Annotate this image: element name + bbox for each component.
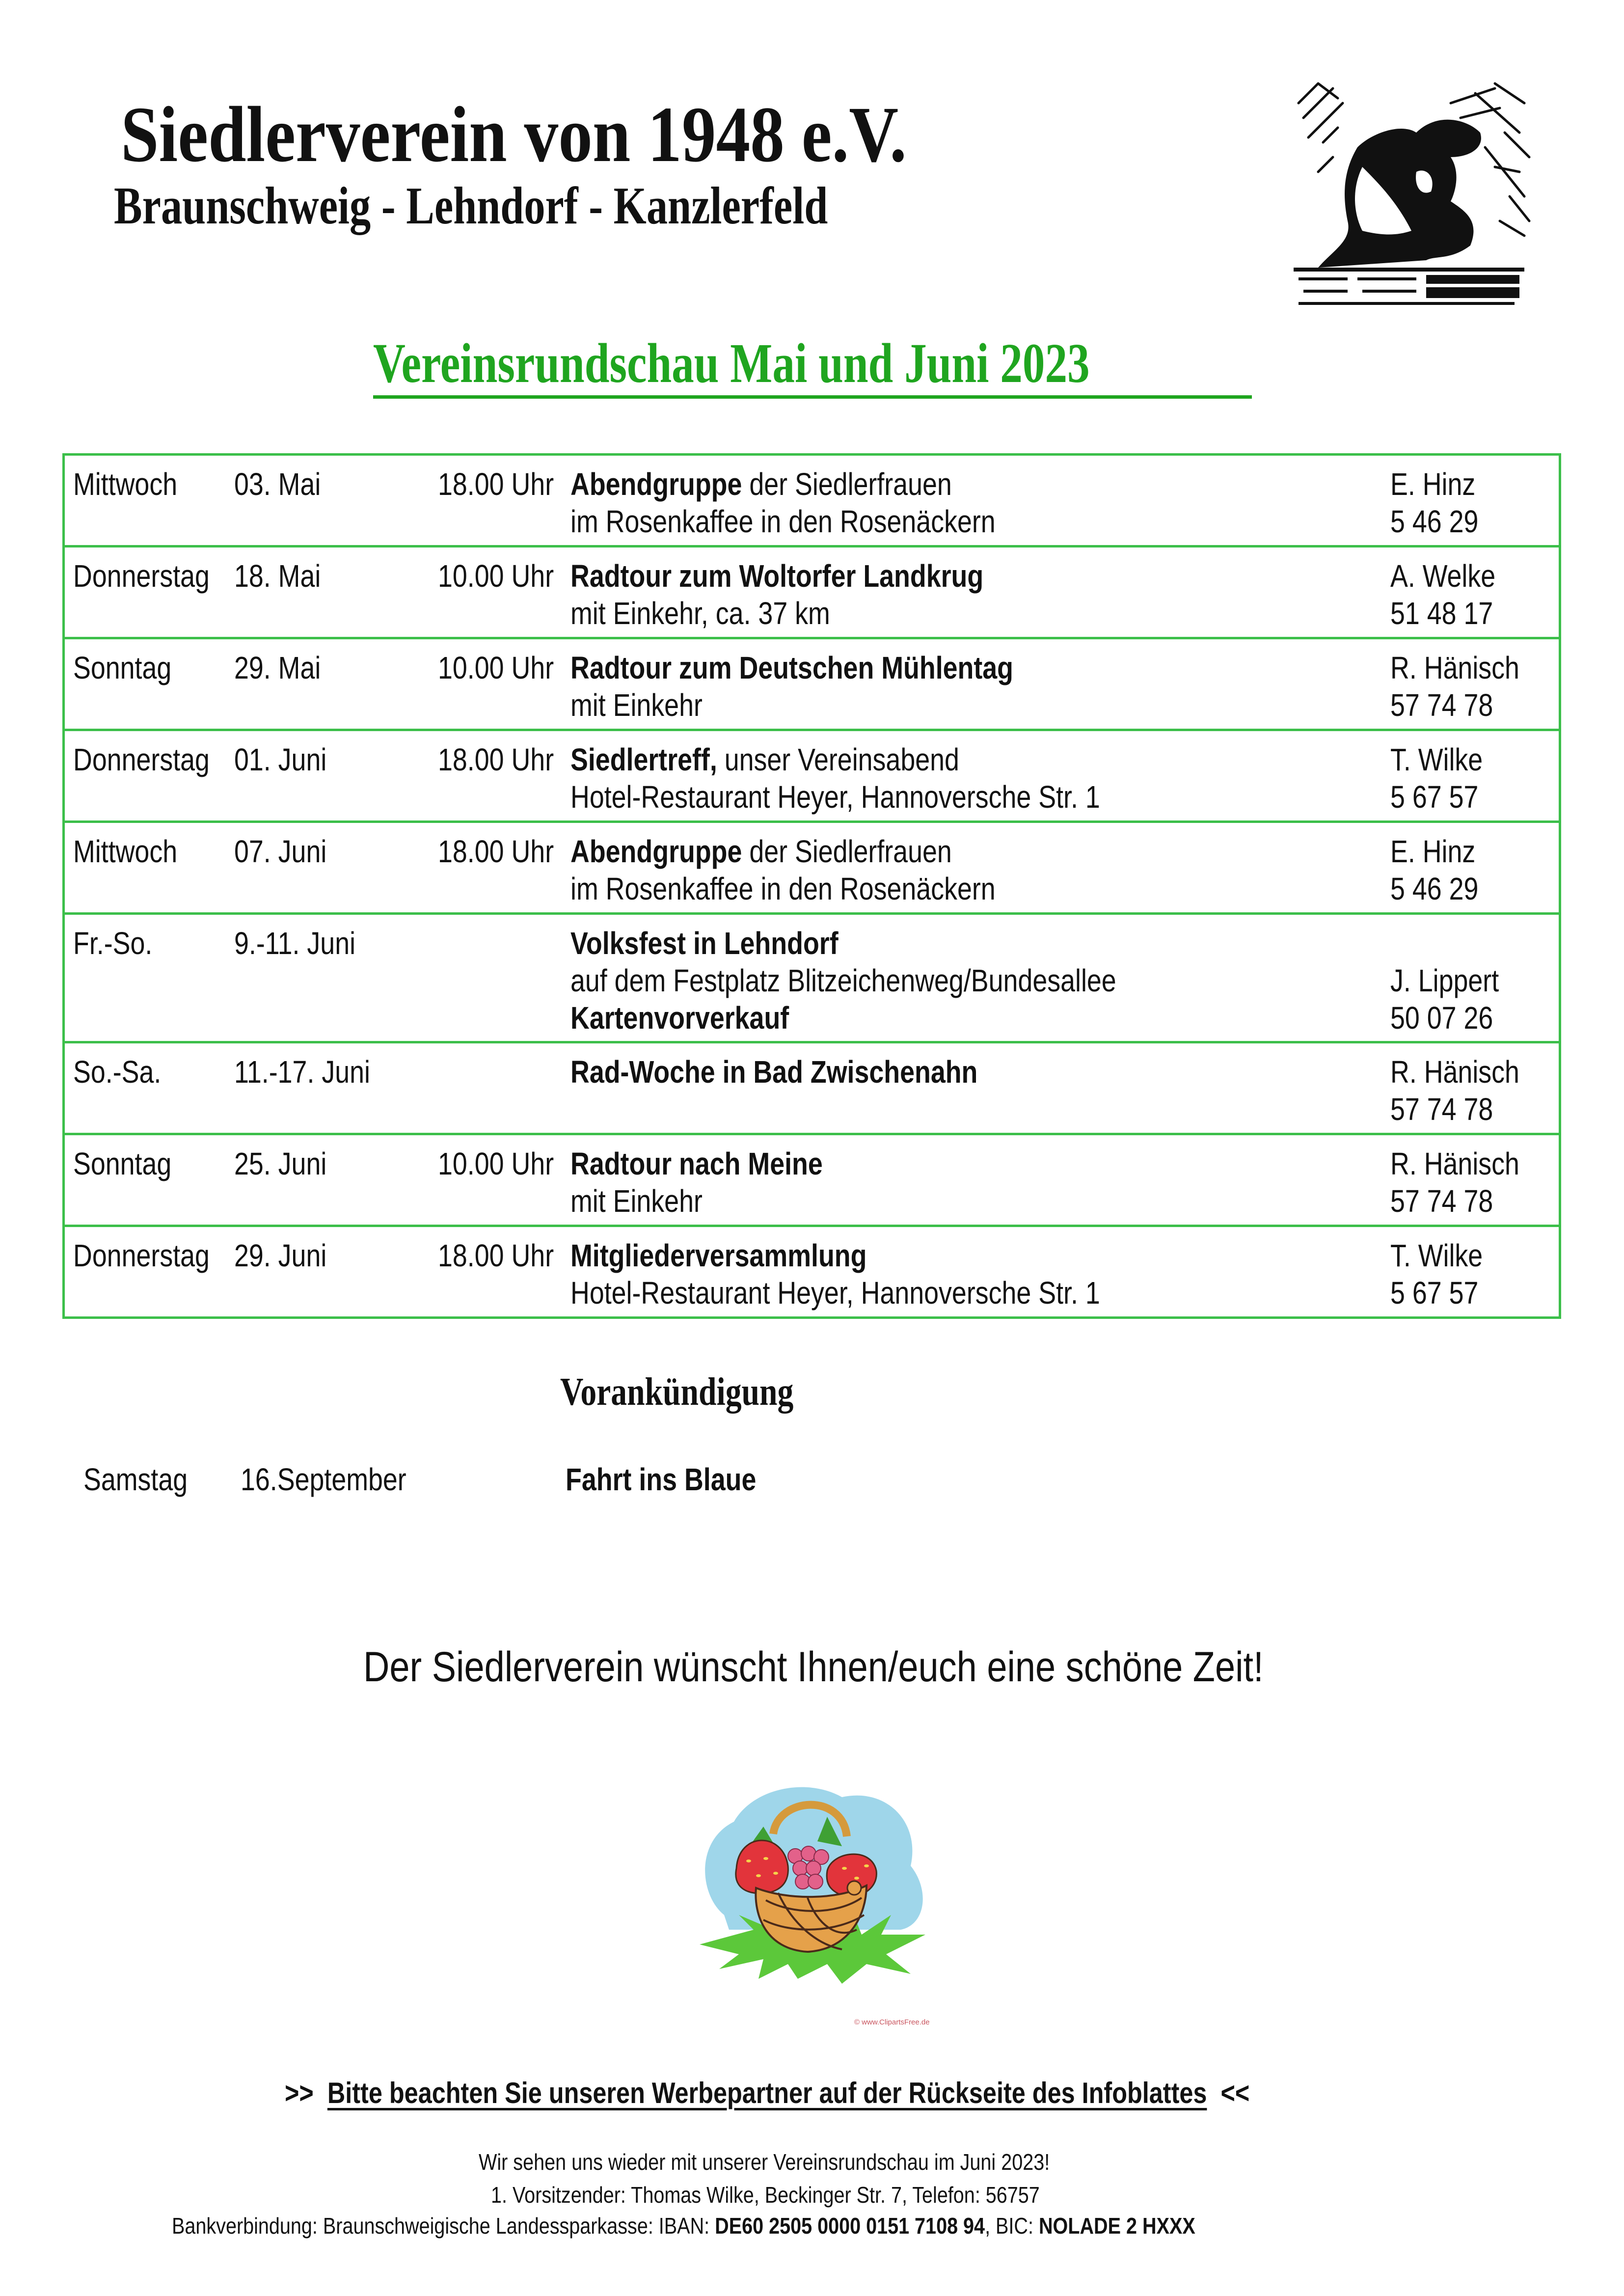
event-detail: Hotel-Restaurant Heyer, Hannoversche Str. 1 — [570, 779, 1100, 815]
event-title: Volksfest in Lehndorf — [570, 926, 839, 961]
iban-value: DE60 2505 0000 0151 7108 94 — [715, 2213, 985, 2239]
preview-day — [83, 1461, 208, 1498]
event-date: 03. Mai — [234, 466, 321, 502]
footer-next-issue — [479, 2148, 1143, 2176]
footer-bank-details — [172, 2212, 1362, 2240]
event-row — [65, 1227, 1559, 1319]
club-location-text: Braunschweig - Lehndorf - Kanzlerfeld — [114, 177, 828, 235]
bank-label: Bankverbindung: Braunschweigische Landessparkasse: IBAN: — [172, 2213, 715, 2239]
club-name-text: Siedlerverein von 1948 e.V. — [121, 91, 907, 179]
event-title: Radtour zum Woltorfer Landkrug — [570, 558, 984, 594]
event-row — [65, 639, 1559, 731]
event-title: Rad-Woche in Bad Zwischenahn — [570, 1054, 978, 1090]
event-date: 29. Mai — [234, 650, 321, 685]
event-title-rest: der Siedlerfrauen — [742, 466, 952, 502]
event-time: 10.00 Uhr — [438, 650, 554, 685]
preview-heading-text: Vorankündigung — [560, 1370, 794, 1414]
event-detail: auf dem Festplatz Blitzeichenweg/Bundesallee — [570, 963, 1116, 998]
contact-phone: 57 74 78 — [1390, 687, 1493, 723]
contact-phone: 50 07 26 — [1390, 1000, 1493, 1036]
event-title: Abendgruppe — [570, 834, 742, 869]
contact-phone: 5 67 57 — [1390, 1275, 1479, 1311]
contact-name: E. Hinz — [1390, 834, 1476, 869]
contact-name: J. Lippert — [1390, 963, 1499, 998]
event-day: Donnerstag — [73, 558, 210, 594]
event-date: 9.-11. Juni — [234, 926, 356, 961]
notice-prefix: >> — [285, 2077, 314, 2109]
contact-phone: 5 46 29 — [1390, 871, 1479, 906]
newsletter-headline — [373, 334, 1269, 393]
bic-value: NOLADE 2 HXXX — [1038, 2213, 1195, 2239]
event-day: Donnerstag — [73, 742, 210, 777]
newsletter-headline-text: Vereinsrundschau Mai und Juni 2023 — [373, 332, 1090, 394]
footer-chairman — [491, 2181, 1129, 2209]
events-table — [62, 453, 1561, 1319]
club-location-subtitle — [114, 177, 1006, 236]
event-time: 18.00 Uhr — [438, 1238, 554, 1273]
event-title: Radtour nach Meine — [570, 1146, 823, 1181]
event-row — [65, 915, 1559, 1043]
event-time: 10.00 Uhr — [438, 558, 554, 594]
preview-date-text: 16.September — [241, 1462, 406, 1497]
preview-date — [241, 1461, 438, 1498]
event-day: Sonntag — [73, 650, 172, 685]
event-row — [65, 547, 1559, 639]
contact-name: R. Hänisch — [1390, 650, 1519, 685]
contact-phone: 57 74 78 — [1390, 1092, 1493, 1127]
event-detail: mit Einkehr — [570, 1183, 703, 1219]
event-day: Mittwoch — [73, 834, 178, 869]
event-date: 25. Juni — [234, 1146, 327, 1181]
contact-name: T. Wilke — [1390, 742, 1483, 777]
greeting-text-content: Der Siedlerverein wünscht Ihnen/euch eine schöne Zeit! — [363, 1643, 1264, 1691]
event-day: Fr.-So. — [73, 926, 153, 961]
event-detail: im Rosenkaffee in den Rosenäckern — [570, 504, 996, 539]
contact-phone: 51 48 17 — [1390, 596, 1493, 631]
fruit-basket-icon — [680, 1768, 945, 1998]
event-day: Donnerstag — [73, 1238, 210, 1273]
contact-phone: 5 67 57 — [1390, 779, 1479, 815]
preview-heading — [560, 1370, 845, 1414]
event-date: 07. Juni — [234, 834, 327, 869]
headline-underline — [373, 395, 1252, 399]
event-title: Mitgliederversammlung — [570, 1238, 867, 1273]
event-day: Sonntag — [73, 1146, 172, 1181]
preview-event-text: Fahrt ins Blaue — [566, 1462, 757, 1497]
event-day: Mittwoch — [73, 466, 178, 502]
contact-phone: 57 74 78 — [1390, 1183, 1493, 1219]
event-title-rest: der Siedlerfrauen — [742, 834, 952, 869]
event-row — [65, 1135, 1559, 1227]
event-detail: Hotel-Restaurant Heyer, Hannoversche Str. 1 — [570, 1275, 1100, 1311]
event-row — [65, 823, 1559, 915]
event-day: So.-Sa. — [73, 1054, 162, 1090]
event-date: 18. Mai — [234, 558, 321, 594]
contact-name: R. Hänisch — [1390, 1146, 1519, 1181]
event-date: 01. Juni — [234, 742, 327, 777]
preview-day-text: Samstag — [83, 1462, 188, 1497]
event-title: Siedlertreff, — [570, 742, 717, 777]
event-title: Abendgruppe — [570, 466, 742, 502]
contact-name: E. Hinz — [1390, 466, 1476, 502]
contact-name: R. Hänisch — [1390, 1054, 1519, 1090]
event-time: 10.00 Uhr — [438, 1146, 554, 1181]
clipart-watermark: © www.ClipartsFree.de — [854, 2018, 930, 2026]
event-time: 18.00 Uhr — [438, 466, 554, 502]
event-detail: im Rosenkaffee in den Rosenäckern — [570, 871, 996, 906]
notice-text: Bitte beachten Sie unseren Werbepartner auf der Rückseite des Infoblattes — [327, 2077, 1207, 2109]
event-title-rest: unser Vereinsabend — [717, 742, 959, 777]
event-detail: mit Einkehr, ca. 37 km — [570, 596, 830, 631]
kneeling-figure-logo-icon — [1289, 74, 1534, 309]
event-time: 18.00 Uhr — [438, 834, 554, 869]
contact-phone: 5 46 29 — [1390, 504, 1479, 539]
footer-chairman-text: 1. Vorsitzender: Thomas Wilke, Beckinger Str. 7, Telefon: 56757 — [491, 2182, 1040, 2208]
event-title: Radtour zum Deutschen Mühlentag — [570, 650, 1014, 685]
greeting-text — [363, 1642, 1410, 1692]
preview-event — [566, 1461, 792, 1498]
event-detail: mit Einkehr — [570, 687, 703, 723]
club-name-title — [121, 93, 1034, 177]
contact-name: T. Wilke — [1390, 1238, 1483, 1273]
sponsor-notice — [285, 2076, 1434, 2110]
event-row — [65, 456, 1559, 547]
bic-label: , BIC: — [985, 2213, 1039, 2239]
footer-next-issue-text: Wir sehen uns wieder mit unserer Vereinsrundschau im Juni 2023! — [479, 2149, 1050, 2175]
contact-name: A. Welke — [1390, 558, 1496, 594]
event-row — [65, 731, 1559, 823]
event-date: 29. Juni — [234, 1238, 327, 1273]
event-row — [65, 1043, 1559, 1135]
event-presale: Kartenvorverkauf — [570, 1000, 789, 1036]
event-date: 11.-17. Juni — [234, 1054, 370, 1090]
event-time: 18.00 Uhr — [438, 742, 554, 777]
notice-suffix: << — [1220, 2077, 1250, 2109]
